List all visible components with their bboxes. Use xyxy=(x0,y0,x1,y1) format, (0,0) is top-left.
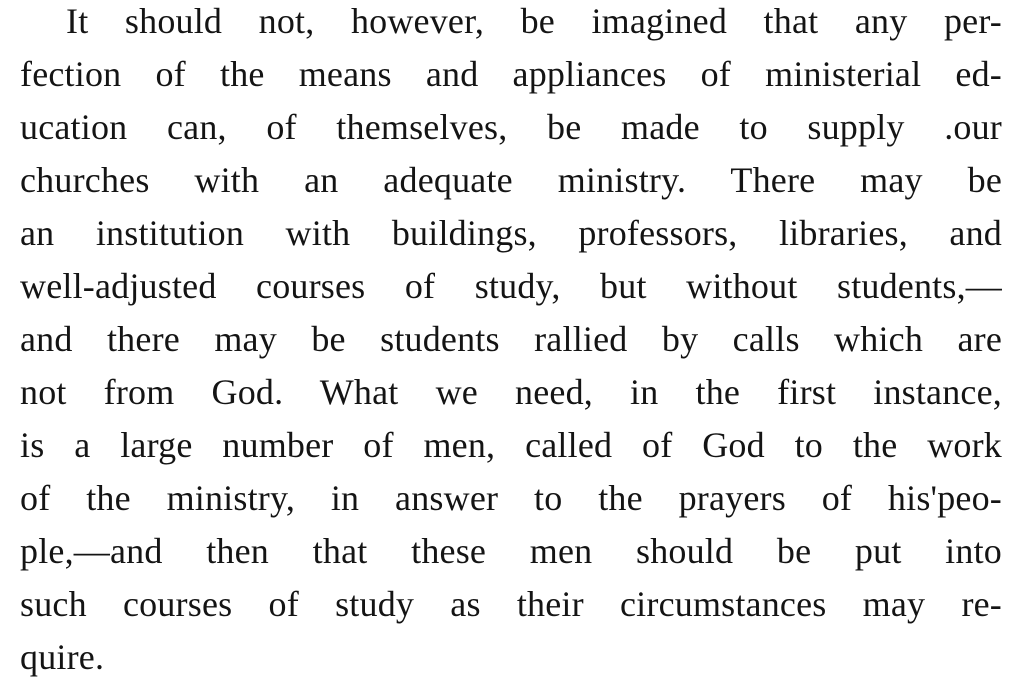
paragraph-line-12: such courses of study as their circumstances may re- xyxy=(20,584,1002,624)
paragraph-line-4: churches with an adequate ministry. There may be xyxy=(20,160,1002,200)
paragraph-line-13: quire. xyxy=(20,637,105,677)
paragraph-line-7: and there may be students rallied by calls which are xyxy=(20,319,1002,359)
paragraph-line-2: fection of the means and appliances of ministerial ed- xyxy=(20,54,1002,94)
paragraph-line-6: well-adjusted courses of study, but without students,— xyxy=(20,266,1002,306)
paragraph-line-10: of the ministry, in answer to the prayers of his'peo- xyxy=(20,478,1002,518)
paragraph-line-5: an institution with buildings, professors, libraries, and xyxy=(20,213,1002,253)
paragraph-line-1: It should not, however, be imagined that any per- xyxy=(66,1,1002,41)
paragraph-line-9: is a large number of men, called of God to the work xyxy=(20,425,1002,465)
paragraph-line-8: not from God. What we need, in the first instance, xyxy=(20,372,1002,412)
paragraph-line-11: ple,—and then that these men should be put into xyxy=(20,531,1002,571)
paragraph-line-3: ucation can, of themselves, be made to supply .our xyxy=(20,107,1002,147)
